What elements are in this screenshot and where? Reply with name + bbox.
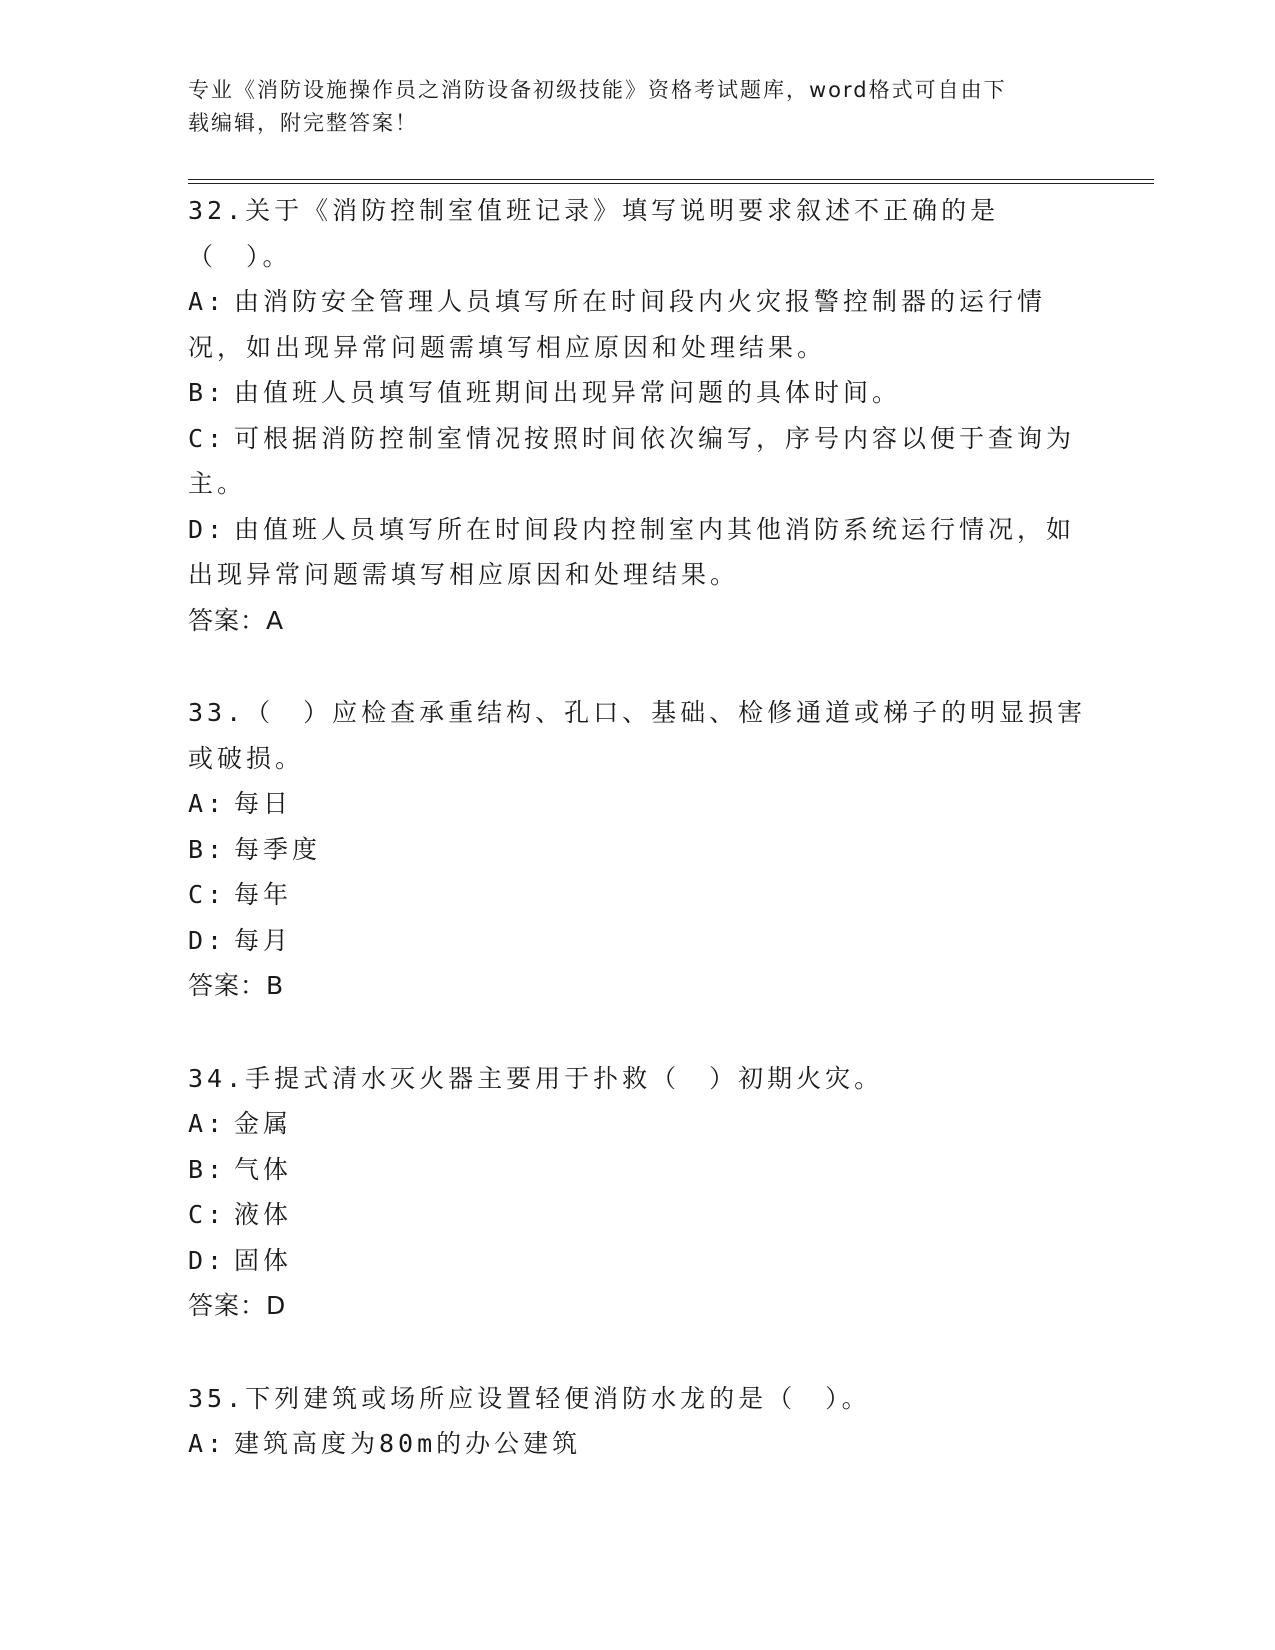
option-c xyxy=(188,416,1088,507)
option-text: 由消防安全管理人员填写所在时间段内火灾报警控制器的运行情况，如出现异常问题需填写相应原因和处理结果。 xyxy=(188,287,1047,362)
option-b xyxy=(188,370,1088,416)
option-letter: A: xyxy=(188,287,227,316)
header-divider-bottom xyxy=(188,183,1154,184)
option-letter: A: xyxy=(188,789,227,818)
page-header xyxy=(188,74,1078,140)
option-b xyxy=(188,827,1088,873)
option-text: 可根据消防控制室情况按照时间依次编写，序号内容以便于查询为主。 xyxy=(188,423,1076,498)
question-stem: 34.手提式清水灭火器主要用于扑救（ ）初期火灾。 xyxy=(188,1063,884,1093)
question-35 xyxy=(188,1376,1088,1467)
option-letter: C: xyxy=(188,880,227,909)
option-letter: B: xyxy=(188,378,227,407)
option-letter: C: xyxy=(188,1200,227,1229)
option-text: 每季度 xyxy=(234,834,322,864)
option-text: 由值班人员填写值班期间出现异常问题的具体时间。 xyxy=(234,378,902,407)
header-line-1: 专业《消防设施操作员之消防设备初级技能》资格考试题库，word格式可自由下 xyxy=(188,78,1007,102)
option-a xyxy=(188,1101,1088,1147)
option-a xyxy=(188,1421,1088,1467)
option-letter: B: xyxy=(188,834,227,864)
option-text: 金属 xyxy=(234,1109,293,1138)
option-text: 由值班人员填写所在时间段内控制室内其他消防系统运行情况，如出现异常问题需填写相应原因和处理结果。 xyxy=(188,514,1076,589)
option-text: 液体 xyxy=(234,1200,293,1229)
option-d xyxy=(188,1238,1088,1284)
option-letter: B: xyxy=(188,1154,227,1184)
question-list xyxy=(188,188,1088,1467)
option-letter: D: xyxy=(188,1245,227,1275)
option-text: 气体 xyxy=(234,1154,293,1184)
option-a xyxy=(188,781,1088,827)
option-a xyxy=(188,279,1088,370)
option-text: 固体 xyxy=(234,1245,293,1275)
option-letter: C: xyxy=(188,423,227,453)
option-c xyxy=(188,872,1088,918)
question-stem: 32.关于《消防控制室值班记录》填写说明要求叙述不正确的是（ ）。 xyxy=(188,196,1000,271)
question-34 xyxy=(188,1056,1088,1329)
answer-label: 答案：D xyxy=(188,1291,287,1320)
option-d xyxy=(188,507,1088,598)
answer-label: 答案：A xyxy=(188,605,285,635)
option-text: 每年 xyxy=(234,880,293,909)
option-c xyxy=(188,1192,1088,1238)
option-letter: A: xyxy=(188,1109,227,1138)
option-text: 建筑高度为80m的办公建筑 xyxy=(234,1429,582,1458)
option-d xyxy=(188,918,1088,964)
option-letter: D: xyxy=(188,514,227,544)
option-b xyxy=(188,1147,1088,1193)
question-stem: 33.（ ）应检查承重结构、孔口、基础、检修通道或梯子的明显损害或破损。 xyxy=(188,698,1087,773)
option-letter: D: xyxy=(188,925,227,955)
question-stem: 35.下列建筑或场所应设置轻便消防水龙的是（ ）。 xyxy=(188,1383,871,1413)
option-letter: A: xyxy=(188,1429,227,1458)
question-33 xyxy=(188,690,1088,1009)
option-text: 每月 xyxy=(234,925,293,955)
answer-label: 答案：B xyxy=(188,971,285,1000)
question-32 xyxy=(188,188,1088,643)
option-text: 每日 xyxy=(234,789,293,818)
header-divider-top xyxy=(188,179,1154,180)
header-line-2: 载编辑，附完整答案！ xyxy=(188,111,418,135)
